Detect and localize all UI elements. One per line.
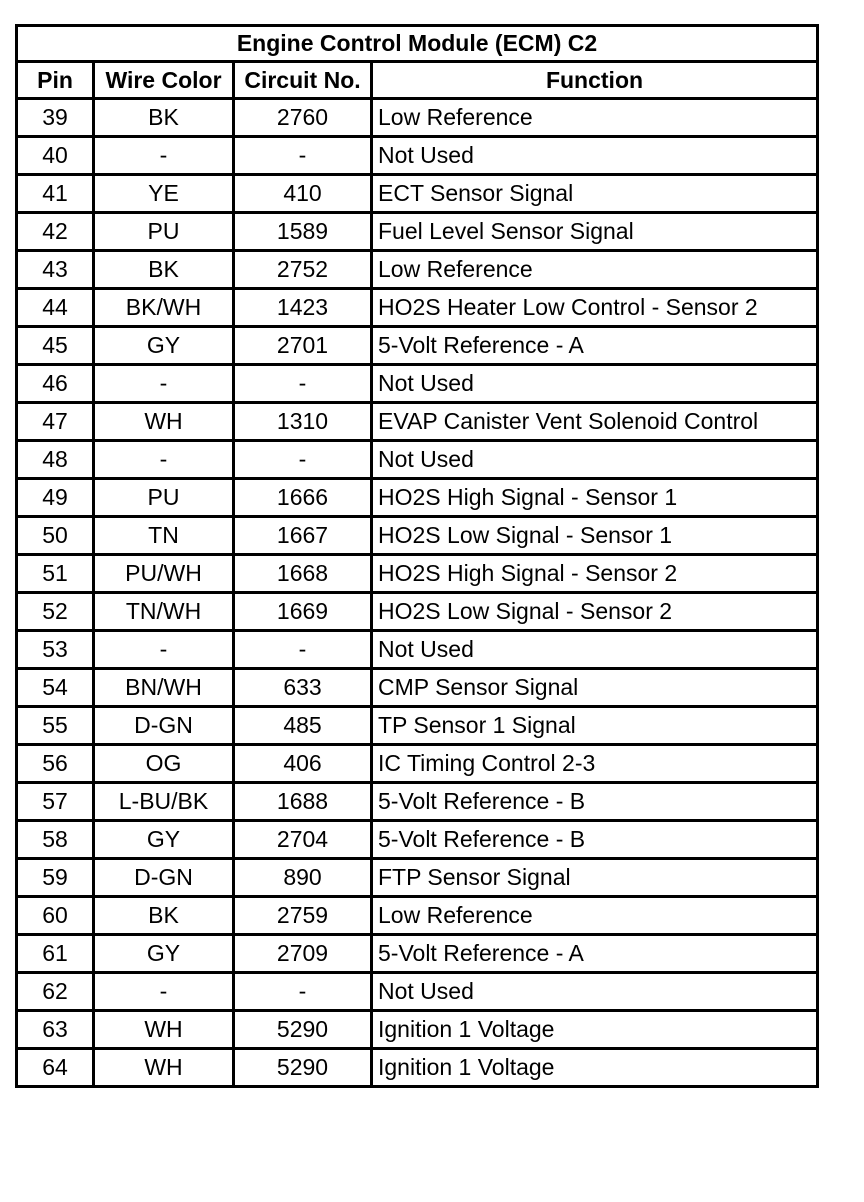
table-row: [17, 403, 818, 441]
pin-cell: 48: [17, 441, 94, 479]
function-cell: Ignition 1 Voltage: [372, 1011, 818, 1049]
header-function: Function: [372, 62, 818, 99]
circuit-number-cell: 1589: [234, 213, 372, 251]
header-wire-color: Wire Color: [94, 62, 234, 99]
header-pin: Pin: [17, 62, 94, 99]
circuit-number-cell: 2752: [234, 251, 372, 289]
circuit-number-cell: 1668: [234, 555, 372, 593]
wire-color-cell: PU: [94, 213, 234, 251]
table-row: [17, 745, 818, 783]
wire-color-cell: BK: [94, 99, 234, 137]
wire-color-cell: D-GN: [94, 707, 234, 745]
function-cell: HO2S High Signal - Sensor 2: [372, 555, 818, 593]
function-cell: Not Used: [372, 365, 818, 403]
function-cell: TP Sensor 1 Signal: [372, 707, 818, 745]
ecm-connector-table: [15, 24, 819, 1088]
table-row: [17, 859, 818, 897]
table-row: [17, 175, 818, 213]
circuit-number-cell: -: [234, 631, 372, 669]
table-row: [17, 935, 818, 973]
pin-cell: 53: [17, 631, 94, 669]
table-row: [17, 593, 818, 631]
wire-color-cell: PU/WH: [94, 555, 234, 593]
circuit-number-cell: 485: [234, 707, 372, 745]
wire-color-cell: D-GN: [94, 859, 234, 897]
wire-color-cell: TN: [94, 517, 234, 555]
table-row: [17, 1011, 818, 1049]
wire-color-cell: BK/WH: [94, 289, 234, 327]
wire-color-cell: -: [94, 973, 234, 1011]
circuit-number-cell: 5290: [234, 1011, 372, 1049]
circuit-number-cell: 1310: [234, 403, 372, 441]
table-row: [17, 327, 818, 365]
circuit-number-cell: 2709: [234, 935, 372, 973]
pin-cell: 57: [17, 783, 94, 821]
wire-color-cell: TN/WH: [94, 593, 234, 631]
function-cell: CMP Sensor Signal: [372, 669, 818, 707]
table-row: [17, 137, 818, 175]
pin-cell: 44: [17, 289, 94, 327]
table-row: [17, 1049, 818, 1087]
function-cell: Ignition 1 Voltage: [372, 1049, 818, 1087]
pin-cell: 40: [17, 137, 94, 175]
function-cell: HO2S Low Signal - Sensor 1: [372, 517, 818, 555]
pin-cell: 45: [17, 327, 94, 365]
circuit-number-cell: -: [234, 973, 372, 1011]
table-title: Engine Control Module (ECM) C2: [17, 26, 818, 62]
table-row: [17, 213, 818, 251]
header-row: [17, 62, 818, 99]
function-cell: 5-Volt Reference - A: [372, 935, 818, 973]
pin-cell: 59: [17, 859, 94, 897]
wire-color-cell: -: [94, 365, 234, 403]
circuit-number-cell: 2759: [234, 897, 372, 935]
table-row: [17, 669, 818, 707]
function-cell: Not Used: [372, 631, 818, 669]
function-cell: 5-Volt Reference - B: [372, 783, 818, 821]
pin-cell: 61: [17, 935, 94, 973]
pin-cell: 46: [17, 365, 94, 403]
function-cell: 5-Volt Reference - A: [372, 327, 818, 365]
function-cell: FTP Sensor Signal: [372, 859, 818, 897]
table-row: [17, 783, 818, 821]
pin-cell: 64: [17, 1049, 94, 1087]
function-cell: Not Used: [372, 973, 818, 1011]
wire-color-cell: BK: [94, 897, 234, 935]
wire-color-cell: GY: [94, 327, 234, 365]
table-row: [17, 897, 818, 935]
pin-cell: 39: [17, 99, 94, 137]
function-cell: Fuel Level Sensor Signal: [372, 213, 818, 251]
pin-cell: 41: [17, 175, 94, 213]
function-cell: HO2S High Signal - Sensor 1: [372, 479, 818, 517]
pin-cell: 43: [17, 251, 94, 289]
function-cell: Not Used: [372, 137, 818, 175]
circuit-number-cell: 1669: [234, 593, 372, 631]
wire-color-cell: GY: [94, 821, 234, 859]
circuit-number-cell: 633: [234, 669, 372, 707]
circuit-number-cell: 410: [234, 175, 372, 213]
pin-cell: 58: [17, 821, 94, 859]
pin-cell: 63: [17, 1011, 94, 1049]
wire-color-cell: WH: [94, 1049, 234, 1087]
pin-cell: 52: [17, 593, 94, 631]
function-cell: ECT Sensor Signal: [372, 175, 818, 213]
table-row: [17, 973, 818, 1011]
pin-cell: 51: [17, 555, 94, 593]
function-cell: 5-Volt Reference - B: [372, 821, 818, 859]
pin-cell: 49: [17, 479, 94, 517]
circuit-number-cell: 2704: [234, 821, 372, 859]
title-row: [17, 26, 818, 62]
table-row: [17, 517, 818, 555]
circuit-number-cell: 1423: [234, 289, 372, 327]
circuit-number-cell: -: [234, 441, 372, 479]
table-row: [17, 631, 818, 669]
circuit-number-cell: 890: [234, 859, 372, 897]
circuit-number-cell: 1667: [234, 517, 372, 555]
pin-cell: 47: [17, 403, 94, 441]
table-row: [17, 821, 818, 859]
circuit-number-cell: 2701: [234, 327, 372, 365]
function-cell: Low Reference: [372, 99, 818, 137]
pin-cell: 56: [17, 745, 94, 783]
function-cell: HO2S Heater Low Control - Sensor 2: [372, 289, 818, 327]
pin-cell: 54: [17, 669, 94, 707]
header-circuit-no: Circuit No.: [234, 62, 372, 99]
wire-color-cell: L-BU/BK: [94, 783, 234, 821]
table-row: [17, 555, 818, 593]
table-row: [17, 99, 818, 137]
wire-color-cell: PU: [94, 479, 234, 517]
circuit-number-cell: 5290: [234, 1049, 372, 1087]
table-head: [17, 26, 818, 99]
function-cell: HO2S Low Signal - Sensor 2: [372, 593, 818, 631]
pin-cell: 60: [17, 897, 94, 935]
function-cell: IC Timing Control 2-3: [372, 745, 818, 783]
circuit-number-cell: 1688: [234, 783, 372, 821]
pin-cell: 55: [17, 707, 94, 745]
wire-color-cell: WH: [94, 403, 234, 441]
wire-color-cell: -: [94, 631, 234, 669]
function-cell: EVAP Canister Vent Solenoid Control: [372, 403, 818, 441]
table-row: [17, 365, 818, 403]
wire-color-cell: OG: [94, 745, 234, 783]
table-row: [17, 251, 818, 289]
wire-color-cell: GY: [94, 935, 234, 973]
circuit-number-cell: -: [234, 137, 372, 175]
table-row: [17, 479, 818, 517]
function-cell: Not Used: [372, 441, 818, 479]
table-row: [17, 289, 818, 327]
wire-color-cell: YE: [94, 175, 234, 213]
function-cell: Low Reference: [372, 251, 818, 289]
table-row: [17, 707, 818, 745]
table-row: [17, 441, 818, 479]
pin-cell: 50: [17, 517, 94, 555]
circuit-number-cell: -: [234, 365, 372, 403]
wire-color-cell: -: [94, 137, 234, 175]
function-cell: Low Reference: [372, 897, 818, 935]
wire-color-cell: BK: [94, 251, 234, 289]
wire-color-cell: -: [94, 441, 234, 479]
pin-cell: 42: [17, 213, 94, 251]
table-body: [17, 99, 818, 1087]
circuit-number-cell: 1666: [234, 479, 372, 517]
wire-color-cell: WH: [94, 1011, 234, 1049]
circuit-number-cell: 2760: [234, 99, 372, 137]
wire-color-cell: BN/WH: [94, 669, 234, 707]
pin-cell: 62: [17, 973, 94, 1011]
circuit-number-cell: 406: [234, 745, 372, 783]
